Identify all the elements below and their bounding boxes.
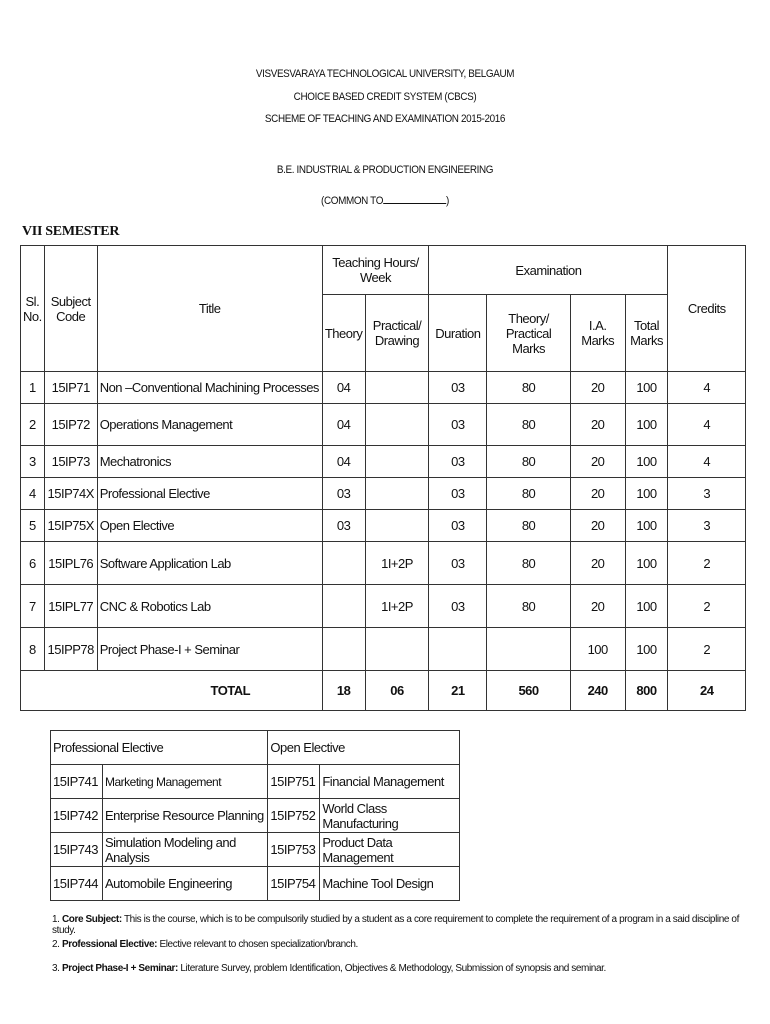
row-marks <box>487 628 571 671</box>
theory-practical-marks-header: Theory/ Practical Marks <box>487 295 571 372</box>
total-theory: 18 <box>322 671 365 711</box>
row-title: Mechatronics <box>97 446 322 478</box>
row-duration: 03 <box>429 585 487 628</box>
semester-title: VII SEMESTER <box>22 224 120 239</box>
open-name: World Class Manufacturing <box>320 799 460 833</box>
professional-elective-header: Professional Elective <box>51 731 268 765</box>
examination-header: Examination <box>429 246 668 295</box>
professional-name: Enterprise Resource Planning <box>102 799 267 833</box>
row-practical: 1I+2P <box>365 585 429 628</box>
row-credits: 3 <box>668 510 746 542</box>
row-theory <box>322 585 365 628</box>
row-ia: 20 <box>570 510 625 542</box>
branch-title: B.E. INDUSTRIAL & PRODUCTION ENGINEERING <box>276 164 494 176</box>
row-ia: 20 <box>570 542 625 585</box>
row-title: Operations Management <box>97 404 322 446</box>
row-total: 100 <box>625 628 668 671</box>
scheme-title: SCHEME OF TEACHING AND EXAMINATION 2015-2016 <box>264 113 506 125</box>
university-name: VISVESVARAYA TECHNOLOGICAL UNIVERSITY, BELGAUM <box>255 68 515 80</box>
note-term: Project Phase-I + Seminar: <box>61 963 178 974</box>
row-credits: 2 <box>668 628 746 671</box>
note-text: This is the course, which is to be compulsorily studied by a student as a core requirement to complete the requirement of a program in a said discipline of study. <box>52 914 739 936</box>
professional-name: Marketing Management <box>102 765 267 799</box>
note-number: 3. <box>52 963 60 974</box>
row-practical <box>365 404 429 446</box>
professional-name: Simulation Modeling and Analysis <box>102 833 267 867</box>
row-code: 15IPL77 <box>44 585 97 628</box>
note-term: Core Subject: <box>61 914 122 925</box>
row-total: 100 <box>625 585 668 628</box>
row-sl: 2 <box>21 404 45 446</box>
note-3 <box>52 963 606 974</box>
row-total: 100 <box>625 372 668 404</box>
row-sl: 5 <box>21 510 45 542</box>
row-code: 15IPP78 <box>44 628 97 671</box>
open-name: Machine Tool Design <box>320 867 460 901</box>
row-credits: 2 <box>668 542 746 585</box>
row-title: CNC & Robotics Lab <box>97 585 322 628</box>
row-credits: 4 <box>668 404 746 446</box>
table-row <box>21 404 746 446</box>
table-row <box>21 628 746 671</box>
elective-row <box>51 765 460 799</box>
row-code: 15IPL76 <box>44 542 97 585</box>
row-practical <box>365 446 429 478</box>
row-practical <box>365 372 429 404</box>
row-code: 15IP73 <box>44 446 97 478</box>
row-sl: 8 <box>21 628 45 671</box>
open-name: Financial Management <box>320 765 460 799</box>
common-to-blank <box>383 194 446 204</box>
row-ia: 20 <box>570 404 625 446</box>
row-total: 100 <box>625 510 668 542</box>
row-code: 15IP74X <box>44 478 97 510</box>
title-header: Title <box>97 246 322 372</box>
open-code: 15IP754 <box>268 867 320 901</box>
total-ia: 240 <box>570 671 625 711</box>
row-theory: 03 <box>322 510 365 542</box>
row-code: 15IP72 <box>44 404 97 446</box>
total-duration: 21 <box>429 671 487 711</box>
row-theory: 04 <box>322 404 365 446</box>
row-marks: 80 <box>487 510 571 542</box>
row-credits: 4 <box>668 372 746 404</box>
theory-header: Theory <box>322 295 365 372</box>
common-to-suffix: ) <box>446 195 449 207</box>
credit-system: CHOICE BASED CREDIT SYSTEM (CBCS) <box>293 91 477 103</box>
row-ia: 20 <box>570 585 625 628</box>
row-credits: 3 <box>668 478 746 510</box>
total-total: 800 <box>625 671 668 711</box>
subject-code-header: Subject Code <box>44 246 97 372</box>
open-code: 15IP751 <box>268 765 320 799</box>
total-label: TOTAL <box>21 671 323 711</box>
row-title: Open Elective <box>97 510 322 542</box>
row-duration: 03 <box>429 446 487 478</box>
row-sl: 3 <box>21 446 45 478</box>
elective-header-row <box>51 731 460 765</box>
table-row <box>21 446 746 478</box>
elective-row <box>51 867 460 901</box>
professional-code: 15IP744 <box>51 867 103 901</box>
row-sl: 6 <box>21 542 45 585</box>
note-text: Literature Survey, problem Identification, Objectives & Methodology, Submission of synopsis and seminar. <box>180 963 606 974</box>
row-theory: 04 <box>322 446 365 478</box>
row-sl: 4 <box>21 478 45 510</box>
row-sl: 1 <box>21 372 45 404</box>
open-elective-header: Open Elective <box>268 731 460 765</box>
scheme-table <box>20 245 746 711</box>
row-total: 100 <box>625 446 668 478</box>
total-marks-header: Total Marks <box>625 295 668 372</box>
row-title: Non –Conventional Machining Processes <box>97 372 322 404</box>
sl-no-header: Sl. No. <box>21 246 45 372</box>
row-marks: 80 <box>487 372 571 404</box>
row-theory <box>322 542 365 585</box>
ia-marks-header: I.A. Marks <box>570 295 625 372</box>
row-total: 100 <box>625 478 668 510</box>
row-theory <box>322 628 365 671</box>
row-duration: 03 <box>429 372 487 404</box>
professional-code: 15IP743 <box>51 833 103 867</box>
row-code: 15IP75X <box>44 510 97 542</box>
row-sl: 7 <box>21 585 45 628</box>
row-duration <box>429 628 487 671</box>
header-row-1 <box>21 246 746 295</box>
row-total: 100 <box>625 404 668 446</box>
note-2 <box>52 939 358 950</box>
row-code: 15IP71 <box>44 372 97 404</box>
table-row <box>21 542 746 585</box>
total-row <box>21 671 746 711</box>
common-to-prefix: (COMMON TO <box>321 195 384 207</box>
row-marks: 80 <box>487 542 571 585</box>
teaching-hours-header: Teaching Hours/ Week <box>322 246 429 295</box>
row-marks: 80 <box>487 585 571 628</box>
duration-header: Duration <box>429 295 487 372</box>
credits-header: Credits <box>668 246 746 372</box>
professional-name: Automobile Engineering <box>102 867 267 901</box>
row-title: Project Phase-I + Seminar <box>97 628 322 671</box>
table-row <box>21 372 746 404</box>
table-row <box>21 510 746 542</box>
table-row <box>21 585 746 628</box>
row-practical <box>365 510 429 542</box>
total-practical: 06 <box>365 671 429 711</box>
total-marks: 560 <box>487 671 571 711</box>
row-duration: 03 <box>429 478 487 510</box>
note-number: 2. <box>52 939 60 950</box>
row-duration: 03 <box>429 510 487 542</box>
elective-table <box>50 730 460 901</box>
row-theory: 03 <box>322 478 365 510</box>
row-credits: 4 <box>668 446 746 478</box>
row-total: 100 <box>625 542 668 585</box>
row-title: Software Application Lab <box>97 542 322 585</box>
row-duration: 03 <box>429 542 487 585</box>
note-number: 1. <box>52 914 60 925</box>
row-marks: 80 <box>487 478 571 510</box>
elective-row <box>51 799 460 833</box>
professional-code: 15IP741 <box>51 765 103 799</box>
open-code: 15IP753 <box>268 833 320 867</box>
row-ia: 20 <box>570 446 625 478</box>
row-ia: 100 <box>570 628 625 671</box>
row-practical: 1I+2P <box>365 542 429 585</box>
open-name: Product Data Management <box>320 833 460 867</box>
professional-code: 15IP742 <box>51 799 103 833</box>
row-credits: 2 <box>668 585 746 628</box>
note-text: Elective relevant to chosen specialization/branch. <box>159 939 358 950</box>
elective-row <box>51 833 460 867</box>
row-ia: 20 <box>570 478 625 510</box>
practical-header: Practical/ Drawing <box>365 295 429 372</box>
total-credits: 24 <box>668 671 746 711</box>
row-marks: 80 <box>487 404 571 446</box>
row-ia: 20 <box>570 372 625 404</box>
row-practical <box>365 478 429 510</box>
table-row <box>21 478 746 510</box>
row-marks: 80 <box>487 446 571 478</box>
row-practical <box>365 628 429 671</box>
row-title: Professional Elective <box>97 478 322 510</box>
row-theory: 04 <box>322 372 365 404</box>
row-duration: 03 <box>429 404 487 446</box>
note-1 <box>52 914 752 936</box>
open-code: 15IP752 <box>268 799 320 833</box>
common-to-line <box>39 194 732 207</box>
note-term: Professional Elective: <box>61 939 158 950</box>
